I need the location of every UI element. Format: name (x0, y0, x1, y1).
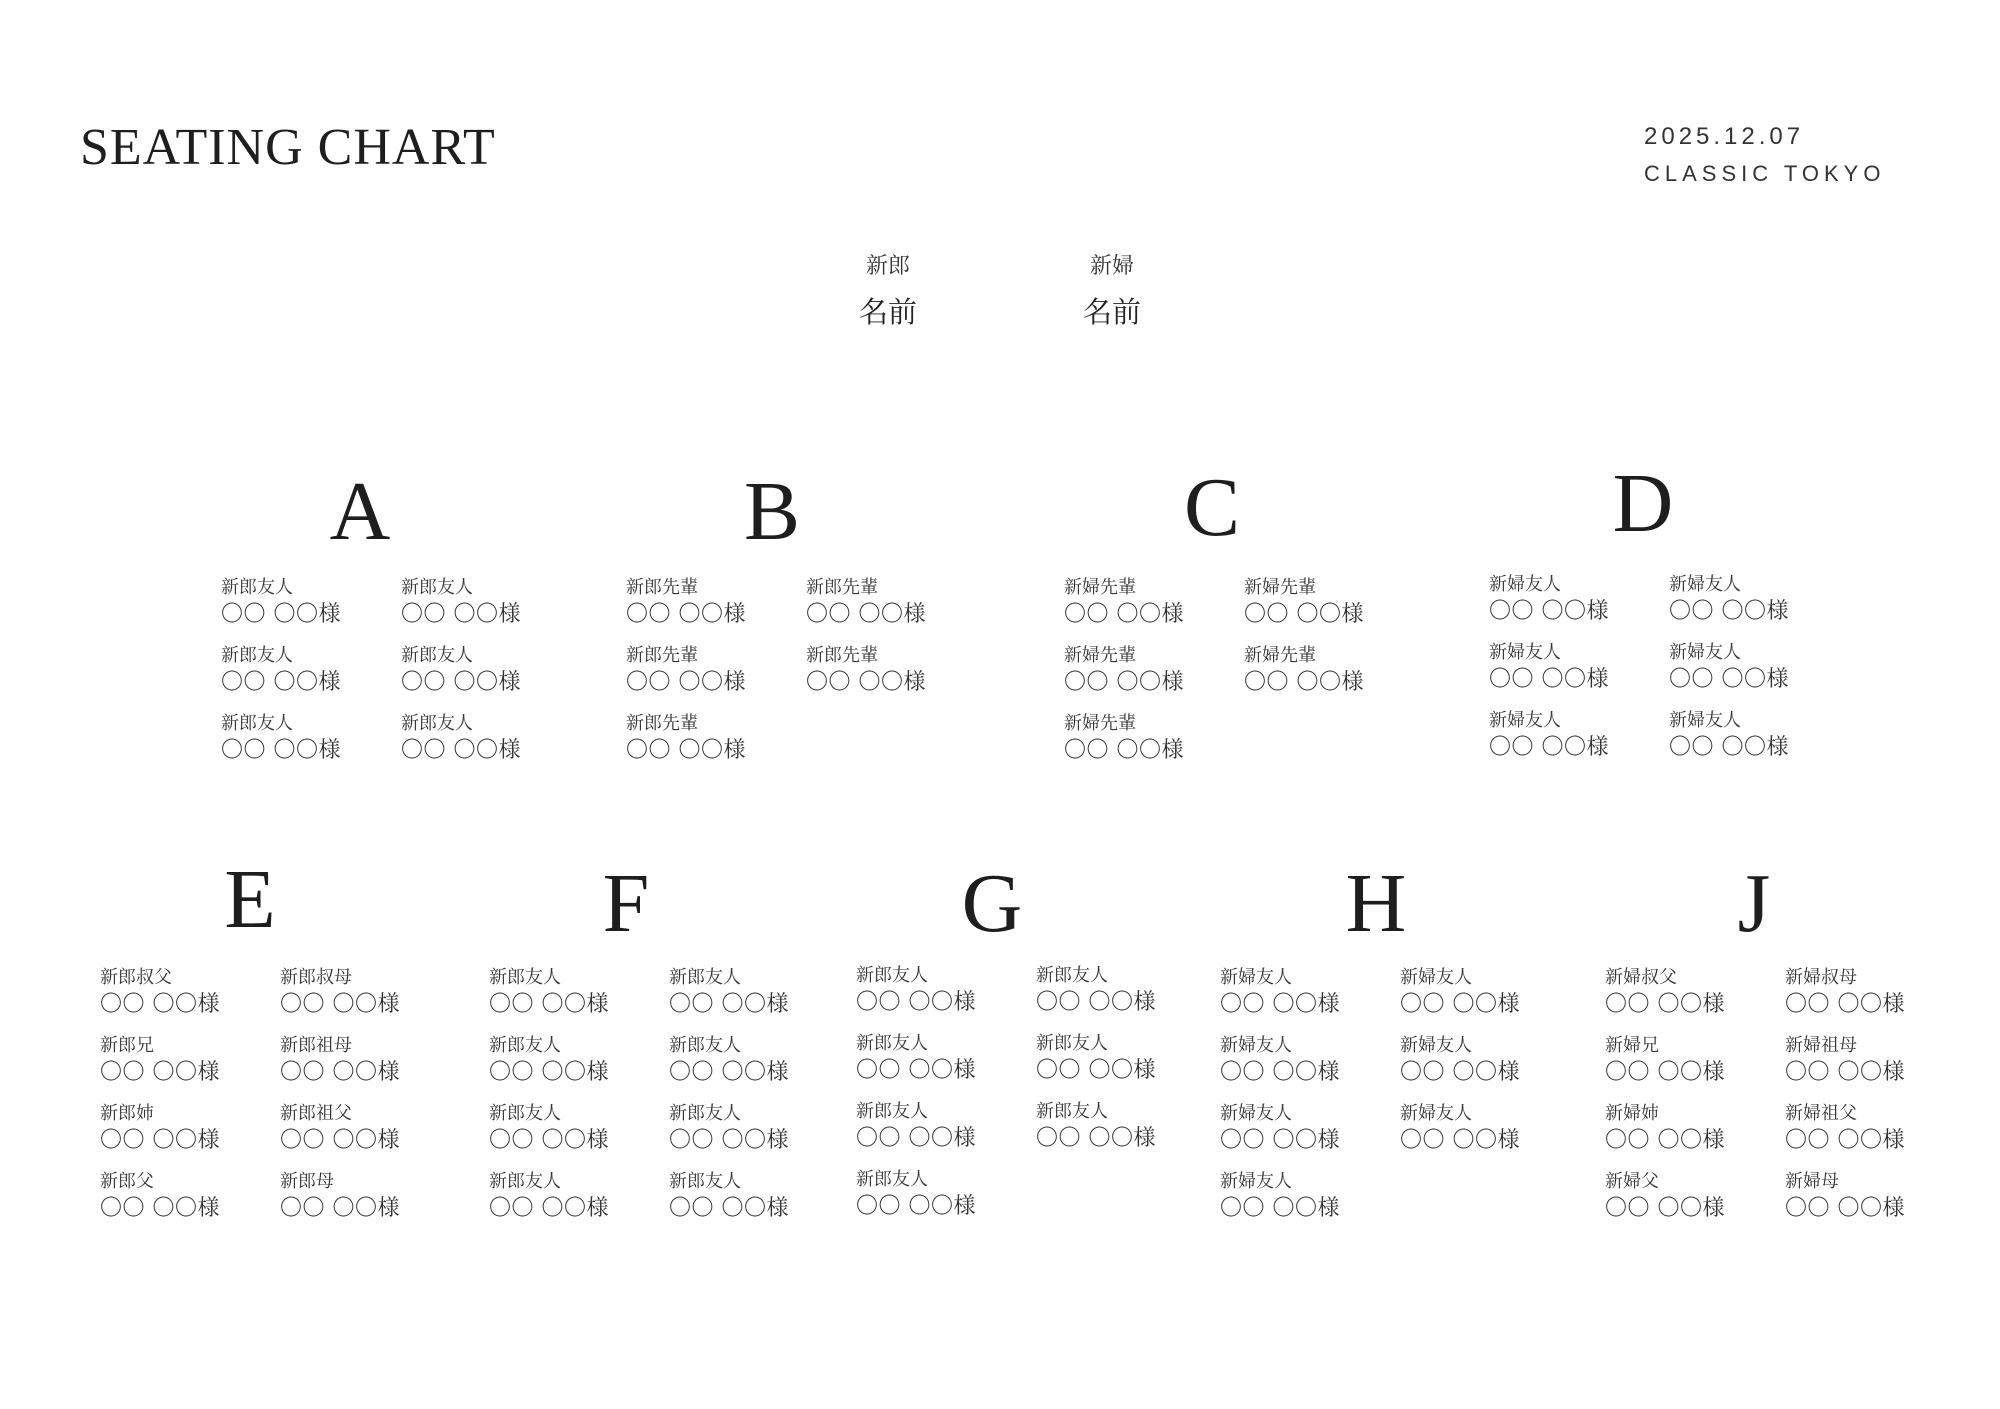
event-info (1644, 120, 1885, 191)
guest-relation: 新郎友人 (489, 1171, 561, 1192)
guest-name: 〇〇 〇〇様 (856, 990, 976, 1015)
guest-entry (280, 1102, 400, 1156)
guest-relation: 新婦友人 (1669, 574, 1741, 595)
guest-name: 〇〇 〇〇様 (1064, 670, 1184, 695)
guest-relation: 新婦先輩 (1064, 645, 1136, 666)
guest-name: 〇〇 〇〇様 (280, 1196, 400, 1221)
guest-name: 〇〇 〇〇様 (669, 1196, 789, 1221)
guest-entry (626, 576, 746, 630)
guest-name: 〇〇 〇〇様 (1220, 1128, 1340, 1153)
guest-name: 〇〇 〇〇様 (221, 602, 341, 627)
guest-name: 〇〇 〇〇様 (1244, 670, 1364, 695)
guest-relation: 新婦姉 (1605, 1103, 1659, 1124)
guest-entry (100, 1170, 220, 1224)
guest-relation: 新婦先輩 (1244, 577, 1316, 598)
groom-name: 名前 (858, 295, 917, 329)
guest-relation: 新婦叔父 (1605, 967, 1677, 988)
guest-entry (856, 1032, 976, 1086)
guest-entry (1605, 1102, 1725, 1156)
guest-relation: 新婦友人 (1400, 967, 1472, 988)
guest-entry (669, 966, 789, 1020)
table-letter: J (1737, 857, 1771, 950)
guest-entry (806, 576, 926, 630)
table-letter: C (1183, 461, 1241, 554)
guest-relation: 新婦友人 (1489, 710, 1561, 731)
event-date: 2025.12.07 (1644, 123, 1805, 150)
guest-relation: 新郎先輩 (626, 577, 698, 598)
guest-name: 〇〇 〇〇様 (669, 1060, 789, 1085)
guest-relation: 新婦叔母 (1785, 967, 1857, 988)
guest-entry (1064, 576, 1184, 630)
guest-name: 〇〇 〇〇様 (489, 1128, 609, 1153)
guest-name: 〇〇 〇〇様 (1244, 602, 1364, 627)
guest-relation: 新郎友人 (221, 645, 293, 666)
guest-entry (100, 966, 220, 1020)
guest-name: 〇〇 〇〇様 (1220, 1060, 1340, 1085)
groom-label: 新郎 (865, 254, 910, 279)
guest-entry (1064, 712, 1184, 766)
guest-entry (856, 964, 976, 1018)
guest-name: 〇〇 〇〇様 (1785, 1128, 1905, 1153)
guest-relation: 新郎友人 (669, 1035, 741, 1056)
guest-entry (221, 576, 341, 630)
guest-name: 〇〇 〇〇様 (280, 992, 400, 1017)
guest-entry (1669, 573, 1789, 627)
guest-name: 〇〇 〇〇様 (626, 670, 746, 695)
guest-name: 〇〇 〇〇様 (1400, 1060, 1520, 1085)
guest-relation: 新郎叔父 (100, 967, 172, 988)
guest-relation: 新郎友人 (489, 967, 561, 988)
bride-block (1052, 252, 1172, 332)
guest-name: 〇〇 〇〇様 (100, 1196, 220, 1221)
guest-name: 〇〇 〇〇様 (626, 602, 746, 627)
guest-entry (1036, 964, 1156, 1018)
guest-relation: 新婦先輩 (1064, 713, 1136, 734)
groom-block (828, 252, 948, 332)
guest-entry (1605, 1170, 1725, 1224)
guest-entry (669, 1034, 789, 1088)
guest-relation: 新郎友人 (489, 1103, 561, 1124)
guest-relation: 新婦友人 (1400, 1103, 1472, 1124)
guest-name: 〇〇 〇〇様 (1605, 1060, 1725, 1085)
guest-name: 〇〇 〇〇様 (489, 992, 609, 1017)
guest-relation: 新婦祖父 (1785, 1103, 1857, 1124)
guest-entry (489, 1102, 609, 1156)
guest-name: 〇〇 〇〇様 (1064, 602, 1184, 627)
guest-entry (1400, 1102, 1520, 1156)
guest-entry (401, 576, 521, 630)
guest-entry (1220, 1170, 1340, 1224)
guest-entry (100, 1102, 220, 1156)
guest-relation: 新婦友人 (1220, 967, 1292, 988)
guest-entry (1785, 1170, 1905, 1224)
guest-entry (280, 966, 400, 1020)
guest-relation: 新婦友人 (1220, 1171, 1292, 1192)
bride-name: 名前 (1082, 295, 1141, 329)
guest-entry (669, 1102, 789, 1156)
guest-relation: 新婦友人 (1400, 1035, 1472, 1056)
guest-entry (1400, 966, 1520, 1020)
guest-entry (1036, 1100, 1156, 1154)
guest-name: 〇〇 〇〇様 (489, 1196, 609, 1221)
guest-entry (1220, 1034, 1340, 1088)
guest-name: 〇〇 〇〇様 (806, 602, 926, 627)
guest-name: 〇〇 〇〇様 (221, 670, 341, 695)
guest-entry (1605, 1034, 1725, 1088)
table-letter: A (329, 465, 391, 558)
guest-name: 〇〇 〇〇様 (1669, 735, 1789, 760)
guest-relation: 新婦友人 (1220, 1103, 1292, 1124)
guest-entry (1244, 644, 1364, 698)
guest-entry (489, 966, 609, 1020)
guest-relation: 新郎友人 (221, 713, 293, 734)
guest-entry (1489, 573, 1609, 627)
guest-relation: 新婦友人 (1220, 1035, 1292, 1056)
guest-relation: 新婦先輩 (1244, 645, 1316, 666)
guest-name: 〇〇 〇〇様 (401, 670, 521, 695)
guest-relation: 新郎友人 (221, 577, 293, 598)
guest-relation: 新郎友人 (669, 1103, 741, 1124)
guest-entry (669, 1170, 789, 1224)
guest-entry (489, 1170, 609, 1224)
guest-entry (401, 712, 521, 766)
guest-entry (1400, 1034, 1520, 1088)
guest-relation: 新郎先輩 (626, 645, 698, 666)
guest-entry (1669, 709, 1789, 763)
guest-relation: 新郎友人 (669, 967, 741, 988)
guest-relation: 新郎母 (280, 1171, 334, 1192)
guest-relation: 新郎姉 (100, 1103, 154, 1124)
guest-relation: 新郎友人 (856, 1033, 928, 1054)
guest-name: 〇〇 〇〇様 (100, 1060, 220, 1085)
guest-relation: 新郎叔母 (280, 967, 352, 988)
guest-name: 〇〇 〇〇様 (1605, 992, 1725, 1017)
guest-name: 〇〇 〇〇様 (221, 738, 341, 763)
guest-relation: 新郎友人 (401, 645, 473, 666)
guest-name: 〇〇 〇〇様 (1036, 990, 1156, 1015)
guest-relation: 新郎友人 (1036, 1101, 1108, 1122)
guest-name: 〇〇 〇〇様 (1785, 1060, 1905, 1085)
guest-name: 〇〇 〇〇様 (280, 1060, 400, 1085)
guest-name: 〇〇 〇〇様 (1220, 992, 1340, 1017)
guest-relation: 新郎兄 (100, 1035, 154, 1056)
guest-entry (1064, 644, 1184, 698)
guest-relation: 新郎父 (100, 1171, 154, 1192)
guest-relation: 新婦父 (1605, 1171, 1659, 1192)
guest-name: 〇〇 〇〇様 (401, 738, 521, 763)
event-venue: CLASSIC TOKYO (1644, 161, 1886, 186)
guest-entry (280, 1170, 400, 1224)
table-letter: E (224, 853, 276, 946)
guest-entry (221, 712, 341, 766)
guest-entry (489, 1034, 609, 1088)
guest-relation: 新婦先輩 (1064, 577, 1136, 598)
guest-name: 〇〇 〇〇様 (856, 1058, 976, 1083)
guest-entry (1785, 966, 1905, 1020)
guest-entry (856, 1168, 976, 1222)
guest-relation: 新郎先輩 (806, 577, 878, 598)
guest-name: 〇〇 〇〇様 (669, 1128, 789, 1153)
guest-relation: 新郎先輩 (626, 713, 698, 734)
guest-name: 〇〇 〇〇様 (1489, 667, 1609, 692)
guest-name: 〇〇 〇〇様 (1785, 1196, 1905, 1221)
guest-name: 〇〇 〇〇様 (100, 1128, 220, 1153)
guest-name: 〇〇 〇〇様 (1036, 1126, 1156, 1151)
guest-entry (1669, 641, 1789, 695)
guest-relation: 新郎友人 (1036, 965, 1108, 986)
guest-entry (221, 644, 341, 698)
guest-name: 〇〇 〇〇様 (1669, 599, 1789, 624)
guest-relation: 新郎友人 (856, 1101, 928, 1122)
guest-name: 〇〇 〇〇様 (401, 602, 521, 627)
table-letter: B (743, 465, 801, 558)
guest-name: 〇〇 〇〇様 (100, 992, 220, 1017)
guest-entry (1489, 709, 1609, 763)
guest-relation: 新郎友人 (856, 965, 928, 986)
guest-name: 〇〇 〇〇様 (626, 738, 746, 763)
guest-entry (856, 1100, 976, 1154)
guest-entry (1220, 1102, 1340, 1156)
guest-relation: 新郎先輩 (806, 645, 878, 666)
guest-entry (806, 644, 926, 698)
guest-relation: 新婦祖母 (1785, 1035, 1857, 1056)
page-title: SEATING CHART (80, 119, 496, 176)
bride-label: 新婦 (1089, 254, 1134, 279)
guest-name: 〇〇 〇〇様 (280, 1128, 400, 1153)
guest-name: 〇〇 〇〇様 (1605, 1128, 1725, 1153)
guest-entry (1489, 641, 1609, 695)
guest-name: 〇〇 〇〇様 (1400, 992, 1520, 1017)
guest-relation: 新婦友人 (1669, 710, 1741, 731)
table-letter: D (1612, 457, 1674, 550)
guest-relation: 新郎友人 (856, 1169, 928, 1190)
guest-name: 〇〇 〇〇様 (1669, 667, 1789, 692)
guest-entry (280, 1034, 400, 1088)
guest-relation: 新婦友人 (1669, 642, 1741, 663)
guest-relation: 新郎友人 (669, 1171, 741, 1192)
guest-name: 〇〇 〇〇様 (669, 992, 789, 1017)
guest-name: 〇〇 〇〇様 (1489, 599, 1609, 624)
guest-relation: 新婦兄 (1605, 1035, 1659, 1056)
guest-name: 〇〇 〇〇様 (1400, 1128, 1520, 1153)
guest-entry (401, 644, 521, 698)
guest-name: 〇〇 〇〇様 (806, 670, 926, 695)
guest-entry (100, 1034, 220, 1088)
guest-entry (1036, 1032, 1156, 1086)
guest-relation: 新婦友人 (1489, 642, 1561, 663)
guest-entry (1220, 966, 1340, 1020)
guest-relation: 新郎友人 (1036, 1033, 1108, 1054)
guest-relation: 新婦母 (1785, 1171, 1839, 1192)
guest-entry (1785, 1034, 1905, 1088)
guest-name: 〇〇 〇〇様 (856, 1126, 976, 1151)
guest-relation: 新郎友人 (401, 713, 473, 734)
guest-name: 〇〇 〇〇様 (489, 1060, 609, 1085)
guest-entry (626, 712, 746, 766)
table-letter: H (1345, 857, 1407, 950)
guest-entry (1244, 576, 1364, 630)
guest-name: 〇〇 〇〇様 (1489, 735, 1609, 760)
guest-relation: 新郎友人 (489, 1035, 561, 1056)
guest-name: 〇〇 〇〇様 (1064, 738, 1184, 763)
table-letter: F (602, 857, 650, 950)
guest-relation: 新郎友人 (401, 577, 473, 598)
guest-name: 〇〇 〇〇様 (1220, 1196, 1340, 1221)
guest-name: 〇〇 〇〇様 (856, 1194, 976, 1219)
guest-name: 〇〇 〇〇様 (1036, 1058, 1156, 1083)
guest-relation: 新婦友人 (1489, 574, 1561, 595)
guest-relation: 新郎祖母 (280, 1035, 352, 1056)
guest-name: 〇〇 〇〇様 (1785, 992, 1905, 1017)
guest-entry (1785, 1102, 1905, 1156)
guest-relation: 新郎祖父 (280, 1103, 352, 1124)
guest-name: 〇〇 〇〇様 (1605, 1196, 1725, 1221)
guest-entry (626, 644, 746, 698)
guest-entry (1605, 966, 1725, 1020)
table-letter: G (961, 857, 1023, 950)
